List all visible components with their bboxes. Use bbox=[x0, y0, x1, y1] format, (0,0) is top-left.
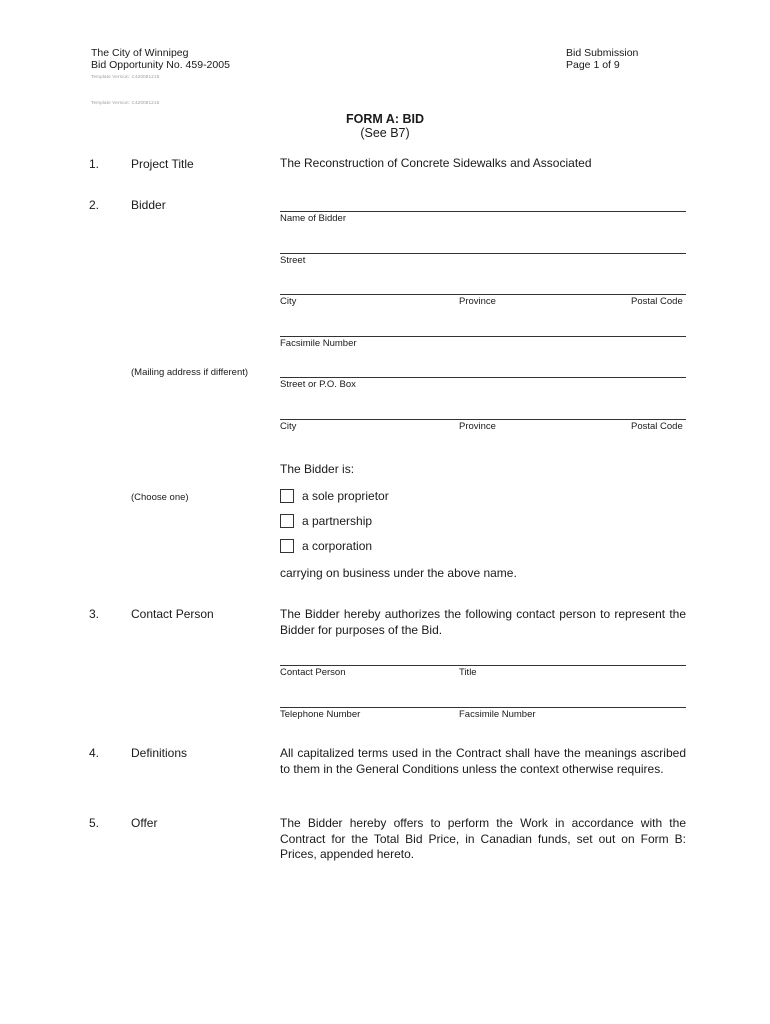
street-line[interactable] bbox=[280, 253, 686, 254]
section-1-label: Project Title bbox=[131, 157, 194, 171]
choose-one-note: (Choose one) bbox=[131, 492, 189, 503]
form-title-block bbox=[0, 112, 770, 140]
city-label: City bbox=[280, 296, 297, 307]
section-4-number: 4. bbox=[89, 746, 100, 760]
definitions-text: All capitalized terms used in the Contract shall have the meanings ascribed to them in the General Conditions unless the context otherwise requires. bbox=[280, 746, 686, 776]
section-4-label: Definitions bbox=[131, 746, 188, 760]
street-po-box-label: Street or P.O. Box bbox=[280, 379, 356, 390]
section-5-label: Offer bbox=[131, 816, 158, 830]
partnership-label: a partnership bbox=[302, 514, 373, 528]
facsimile-number-label: Facsimile Number bbox=[280, 338, 357, 349]
telephone-facsimile-line[interactable] bbox=[280, 707, 686, 708]
section-3-label: Contact Person bbox=[131, 607, 214, 621]
name-of-bidder-label: Name of Bidder bbox=[280, 213, 347, 224]
form-title: FORM A: BID bbox=[346, 112, 424, 126]
postal-code-label: Postal Code bbox=[631, 296, 683, 307]
facsimile-number-line[interactable] bbox=[280, 336, 686, 337]
organization-name: The City of Winnipeg bbox=[91, 47, 189, 59]
corporation-label: a corporation bbox=[302, 539, 373, 553]
template-version-1: Template Version: C420081215 bbox=[91, 74, 160, 79]
mailing-address-note: (Mailing address if different) bbox=[131, 367, 249, 378]
document-type: Bid Submission bbox=[566, 47, 639, 59]
mailing-province-label: Province bbox=[459, 421, 496, 432]
mailing-city-label: City bbox=[280, 421, 297, 432]
section-2-number: 2. bbox=[89, 198, 100, 212]
section-2-label: Bidder bbox=[131, 198, 166, 212]
header-right bbox=[566, 47, 638, 71]
section-1-number: 1. bbox=[89, 157, 100, 171]
bidder-is-text: The Bidder is: bbox=[280, 462, 355, 476]
section-5-number: 5. bbox=[89, 816, 100, 830]
sole-proprietor-label: a sole proprietor bbox=[302, 489, 389, 503]
header-left bbox=[91, 47, 230, 71]
bid-opportunity-number: Bid Opportunity No. 459-2005 bbox=[91, 59, 230, 71]
mailing-city-province-postal-line[interactable] bbox=[280, 419, 686, 420]
sole-proprietor-checkbox[interactable] bbox=[280, 489, 294, 503]
province-label: Province bbox=[459, 296, 496, 307]
corporation-checkbox[interactable] bbox=[280, 539, 294, 553]
form-subtitle: (See B7) bbox=[360, 126, 410, 140]
city-province-postal-line[interactable] bbox=[280, 294, 686, 295]
carrying-on-text: carrying on business under the above name. bbox=[280, 566, 517, 580]
mailing-postal-code-label: Postal Code bbox=[631, 421, 683, 432]
title-label: Title bbox=[459, 667, 477, 678]
template-version-2: Template Version: C420081215 bbox=[91, 100, 160, 105]
contact-person-label: Contact Person bbox=[280, 667, 346, 678]
offer-text: The Bidder hereby offers to perform the Work in accordance with the Contract for the Total Bid Price, in Canadian funds, set out on Form B: Prices, appended hereto. bbox=[280, 816, 686, 861]
partnership-checkbox[interactable] bbox=[280, 514, 294, 528]
name-of-bidder-line[interactable] bbox=[280, 211, 686, 212]
contact-person-title-line[interactable] bbox=[280, 665, 686, 666]
telephone-number-label: Telephone Number bbox=[280, 709, 361, 720]
section-3-number: 3. bbox=[89, 607, 100, 621]
street-po-box-line[interactable] bbox=[280, 377, 686, 378]
street-label: Street bbox=[280, 255, 306, 266]
contact-person-text: The Bidder hereby authorizes the following contact person to represent the Bidder for purposes of the Bid. bbox=[280, 607, 686, 637]
contact-facsimile-number-label: Facsimile Number bbox=[459, 709, 536, 720]
project-title-text: The Reconstruction of Concrete Sidewalks and Associated bbox=[280, 156, 592, 170]
page-number: Page 1 of 9 bbox=[566, 59, 620, 71]
